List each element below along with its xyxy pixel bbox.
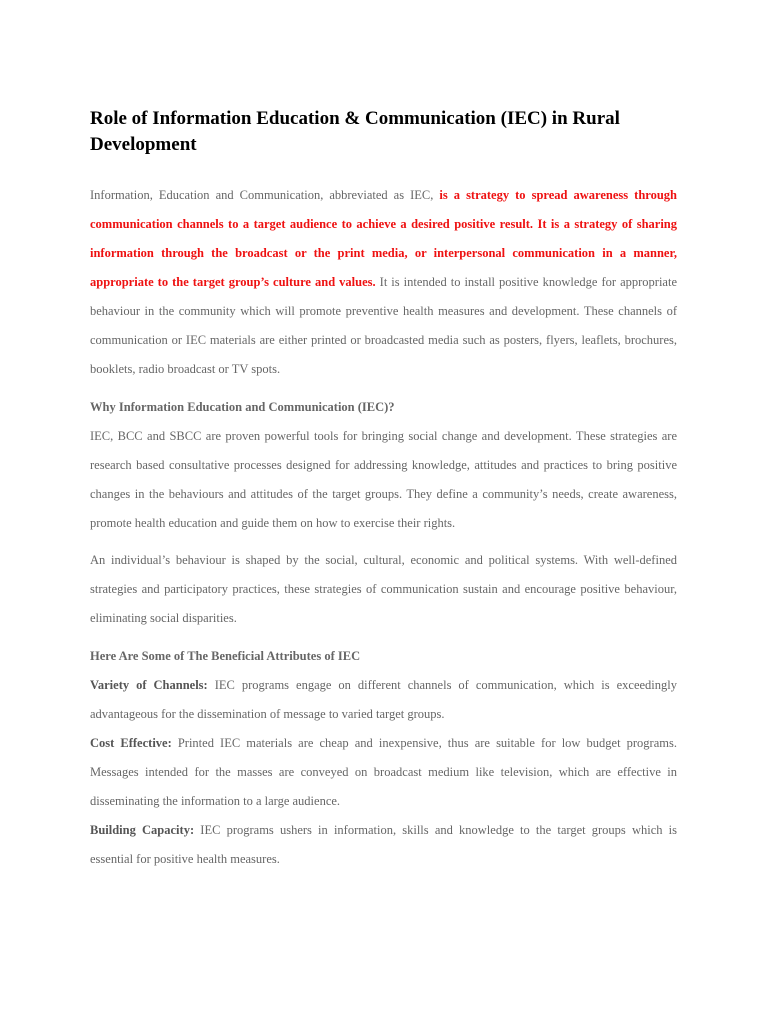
attribute-text: Printed IEC materials are cheap and inexpensive, thus are suitable for low budget programs. Messages intended for the masses are conveyed on broadcast medium like television, which are effective in disseminating the information to a large audience. <box>90 736 677 808</box>
attribute-label: Cost Effective: <box>90 736 172 750</box>
why-iec-paragraph-1: IEC, BCC and SBCC are proven powerful tools for bringing social change and development. These strategies are research based consultative processes designed for addressing knowledge, attitudes and practices to bring positive changes in the behaviours and attitudes of the target groups. They define a community’s needs, create awareness, promote health education and guide them on how to exercise their rights. <box>90 429 677 530</box>
why-iec-paragraph-2: An individual’s behaviour is shaped by the social, cultural, economic and political systems. With well-defined strategies and participatory practices, these strategies of communication sustain and encourage positive behaviour, eliminating social disparities. <box>90 553 677 625</box>
document-title: Role of Information Education & Communication (IEC) in Rural Development <box>90 108 620 155</box>
attribute-cost-effective <box>90 729 677 816</box>
attributes-heading: Here Are Some of The Beneficial Attributes of IEC <box>90 649 361 663</box>
intro-highlight-text: is a strategy to spread awareness through communication channels to a target audience to achieve a desired positive result. It is a strategy of sharing information through the broadcast or the print media, or interpersonal communication in a manner, appropriate to the target group’s culture and values. <box>90 188 677 289</box>
intro-lead-text: Information, Education and Communication, abbreviated as IEC, <box>90 188 440 202</box>
attribute-text: IEC programs engage on different channels of communication, which is exceedingly advantageous for the dissemination of message to varied target groups. <box>90 678 677 721</box>
attribute-variety-of-channels <box>90 671 677 729</box>
intro-paragraph <box>90 181 677 384</box>
intro-rest-text: It is intended to install positive knowledge for appropriate behaviour in the community which will promote preventive health measures and development. These channels of communication or IEC materials are either printed or broadcasted media such as posters, flyers, leaflets, brochures, booklets, radio broadcast or TV spots. <box>90 275 677 376</box>
attribute-building-capacity <box>90 816 677 874</box>
document-page <box>90 106 677 874</box>
attribute-label: Building Capacity: <box>90 823 195 837</box>
attribute-text: IEC programs ushers in information, skills and knowledge to the target groups which is essential for positive health measures. <box>90 823 678 866</box>
attribute-label: Variety of Channels: <box>90 678 208 692</box>
why-iec-heading: Why Information Education and Communication (IEC)? <box>90 400 395 414</box>
